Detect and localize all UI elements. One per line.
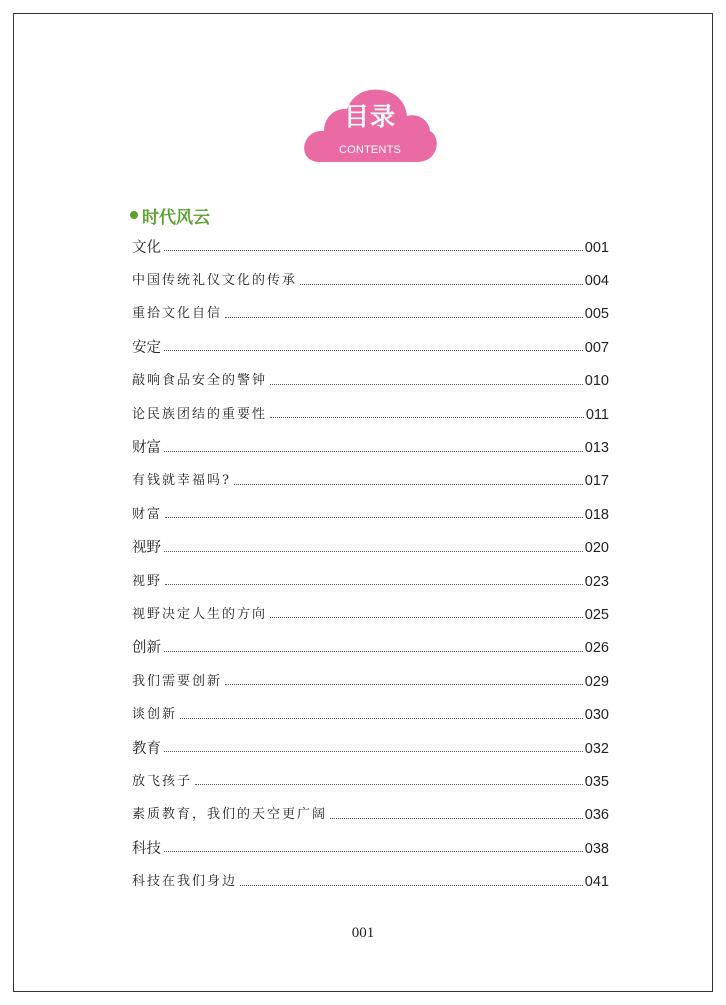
toc-entry-page: 017 [584, 473, 609, 490]
toc-entry-label: 素质教育，我们的天空更广阔 [132, 807, 328, 823]
dot-leader [164, 250, 583, 251]
toc-entry-page: 030 [584, 707, 609, 724]
toc-entry[interactable] [132, 465, 609, 498]
toc-entry-page: 026 [584, 640, 609, 657]
toc-entry[interactable] [132, 431, 609, 464]
toc-entry-label: 重拾文化自信 [132, 306, 223, 322]
toc-entry[interactable] [132, 865, 609, 898]
toc-entry-label: 放飞孩子 [132, 773, 193, 789]
toc-entry-label: 视野 [132, 540, 161, 557]
toc-entry-page: 011 [585, 406, 609, 423]
table-of-contents [132, 231, 609, 899]
toc-entry-page: 036 [584, 807, 609, 824]
contents-subtitle: CONTENTS [338, 144, 402, 156]
toc-entry[interactable] [132, 365, 609, 398]
toc-entry-page: 018 [584, 506, 609, 523]
dot-leader [164, 651, 583, 652]
section-heading-label: 时代风云 [142, 207, 210, 228]
dot-leader [164, 751, 583, 752]
toc-entry-page: 029 [584, 673, 609, 690]
toc-entry-page: 007 [584, 339, 609, 356]
toc-entry[interactable] [132, 565, 609, 598]
toc-entry-label: 谈创新 [132, 707, 178, 723]
toc-entry-label: 安定 [132, 339, 161, 356]
toc-entry-label: 中国传统礼仪文化的传承 [132, 273, 298, 289]
toc-entry-label: 财富 [132, 506, 163, 522]
dot-leader [270, 417, 584, 418]
contents-cloud-badge [302, 86, 438, 164]
toc-entry-page: 001 [584, 239, 609, 256]
toc-entry-page: 032 [584, 740, 609, 757]
toc-entry-label: 创新 [132, 640, 161, 657]
dot-leader [165, 517, 583, 518]
toc-entry-label: 财富 [132, 440, 161, 457]
dot-leader [164, 350, 583, 351]
toc-entry[interactable] [132, 732, 609, 765]
toc-entry-label: 文化 [132, 239, 161, 256]
dot-leader [164, 551, 583, 552]
dot-leader [165, 584, 583, 585]
toc-entry[interactable] [132, 765, 609, 798]
dot-leader [180, 718, 583, 719]
toc-entry-page: 005 [584, 306, 609, 323]
toc-entry-label: 敲响食品安全的警钟 [132, 373, 268, 389]
toc-entry-page: 025 [584, 606, 609, 623]
page-number: 001 [351, 925, 375, 941]
toc-entry[interactable] [132, 264, 609, 297]
dot-leader [240, 885, 583, 886]
dot-leader [225, 317, 583, 318]
dot-leader [225, 684, 583, 685]
toc-entry-label: 教育 [132, 740, 161, 757]
toc-entry[interactable] [132, 832, 609, 865]
toc-entry[interactable] [132, 231, 609, 264]
toc-entry[interactable] [132, 298, 609, 331]
toc-entry[interactable] [132, 799, 609, 832]
toc-entry[interactable] [132, 498, 609, 531]
dot-leader [164, 851, 583, 852]
dot-leader [195, 784, 583, 785]
contents-title: 目录 [343, 102, 396, 131]
toc-entry-label: 科技 [132, 840, 161, 857]
toc-entry-label: 视野决定人生的方向 [132, 606, 268, 622]
toc-entry-page: 004 [584, 273, 609, 290]
dot-leader [164, 451, 583, 452]
toc-entry-label: 论民族团结的重要性 [132, 406, 268, 422]
toc-entry-page: 035 [584, 773, 609, 790]
toc-entry[interactable] [132, 698, 609, 731]
toc-entry-page: 020 [584, 540, 609, 557]
dot-leader [330, 818, 583, 819]
toc-entry[interactable] [132, 331, 609, 364]
toc-entry-page: 038 [584, 840, 609, 857]
toc-entry-label: 科技在我们身边 [132, 874, 238, 890]
toc-entry[interactable] [132, 632, 609, 665]
toc-entry[interactable] [132, 598, 609, 631]
toc-entry-page: 010 [584, 373, 609, 390]
toc-entry-page: 041 [584, 874, 609, 891]
dot-leader [270, 384, 583, 385]
toc-entry-page: 013 [584, 440, 609, 457]
toc-entry[interactable] [132, 532, 609, 565]
toc-entry-label: 视野 [132, 573, 163, 589]
toc-entry-label: 我们需要创新 [132, 673, 223, 689]
dot-leader [300, 284, 583, 285]
dot-leader [234, 484, 583, 485]
bullet-dot-icon [130, 211, 138, 219]
toc-entry-label: 有钱就幸福吗? [132, 473, 231, 489]
toc-entry[interactable] [132, 398, 609, 431]
toc-entry[interactable] [132, 665, 609, 698]
dot-leader [270, 617, 583, 618]
toc-entry-page: 023 [584, 573, 609, 590]
section-heading[interactable] [130, 204, 210, 226]
